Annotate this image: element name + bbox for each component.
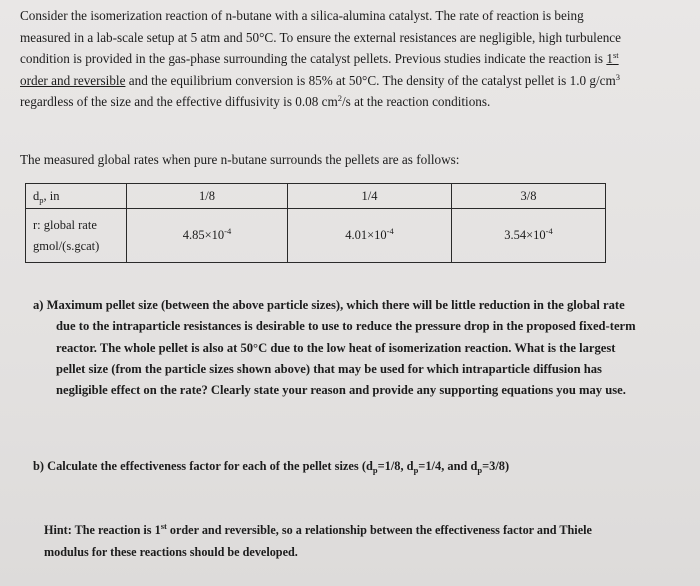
- size-1-8: 1/8: [127, 184, 288, 209]
- question-a-line-4: pellet size (from the particle sizes shown above) that may be used for which intraparticle diffusion has: [56, 361, 602, 376]
- order-and-reversible: order and reversible: [20, 72, 126, 88]
- statement-line-2: measured in a lab-scale setup at 5 atm and 50°C. To ensure the external resistances are negligible, high turbulence: [20, 29, 621, 45]
- rate-label: r: global rate gmol/(s.gcat): [26, 209, 127, 263]
- hint-label: Hint:: [44, 523, 72, 537]
- size-1-4: 1/4: [288, 184, 452, 209]
- diameter-header: $d_p$, in: [26, 184, 127, 209]
- statement-line-1: Consider the isomerization reaction of n-butane with a silica-alumina catalyst. The rate of reaction is being: [20, 8, 584, 23]
- rate-3-8: $3.54\times 10^{-4}$: [452, 209, 606, 263]
- size-3-8: 3/8: [452, 184, 606, 209]
- statement-line-5: regardless of the size and the effective diffusivity is 0.08 $cm^2/s$ at the reaction conditions.: [20, 93, 491, 110]
- table-row: [26, 184, 606, 209]
- table-row: [26, 209, 606, 263]
- rate-1-8: $4.85\times 10^{-4}$: [127, 209, 288, 263]
- hint: [44, 520, 592, 563]
- question-a-line-3: reactor. The whole pellet is also at 50°C due to the low heat of isomerization reaction. What is the largest: [56, 340, 616, 355]
- hint-line-1: Hint: The reaction is 1st order and reversible, so a relationship between the effectiveness factor and Thiele: [44, 521, 592, 537]
- global-rates-table: [25, 183, 606, 263]
- question-b: b) Calculate the effectiveness factor for each of the pellet sizes ($d_p=1/8$, $d_p=1/4$, and $d_p=3/8$): [33, 459, 510, 475]
- question-a: [33, 295, 636, 401]
- table-intro: The measured global rates when pure n-butane surrounds the pellets are as follows:: [20, 152, 460, 167]
- rate-1-4: $4.01\times 10^{-4}$: [288, 209, 452, 263]
- question-a-line-2: due to the intraparticle resistances is desirable to use to reduce the pressure drop in the proposed fixed-term: [56, 319, 636, 334]
- question-a-line-1: a) Maximum pellet size (between the above particle sizes), which there will be little reduction in the global rate: [33, 298, 625, 312]
- question-a-line-5: negligible effect on the rate? Clearly state your reason and provide any supporting equations you may use.: [56, 383, 626, 398]
- problem-statement: [20, 5, 692, 113]
- statement-line-3: condition is provided in the gas-phase surrounding the catalyst pellets. Previous studies indicate the reaction is 1st: [20, 50, 619, 67]
- hint-line-2: modulus for these reactions should be developed.: [44, 544, 298, 559]
- reaction-order: 1st: [606, 50, 619, 67]
- statement-line-4: order and reversible and the equilibrium conversion is 85% at 50°C. The density of the catalyst pellet is 1.0 $g/cm^3$: [20, 71, 621, 88]
